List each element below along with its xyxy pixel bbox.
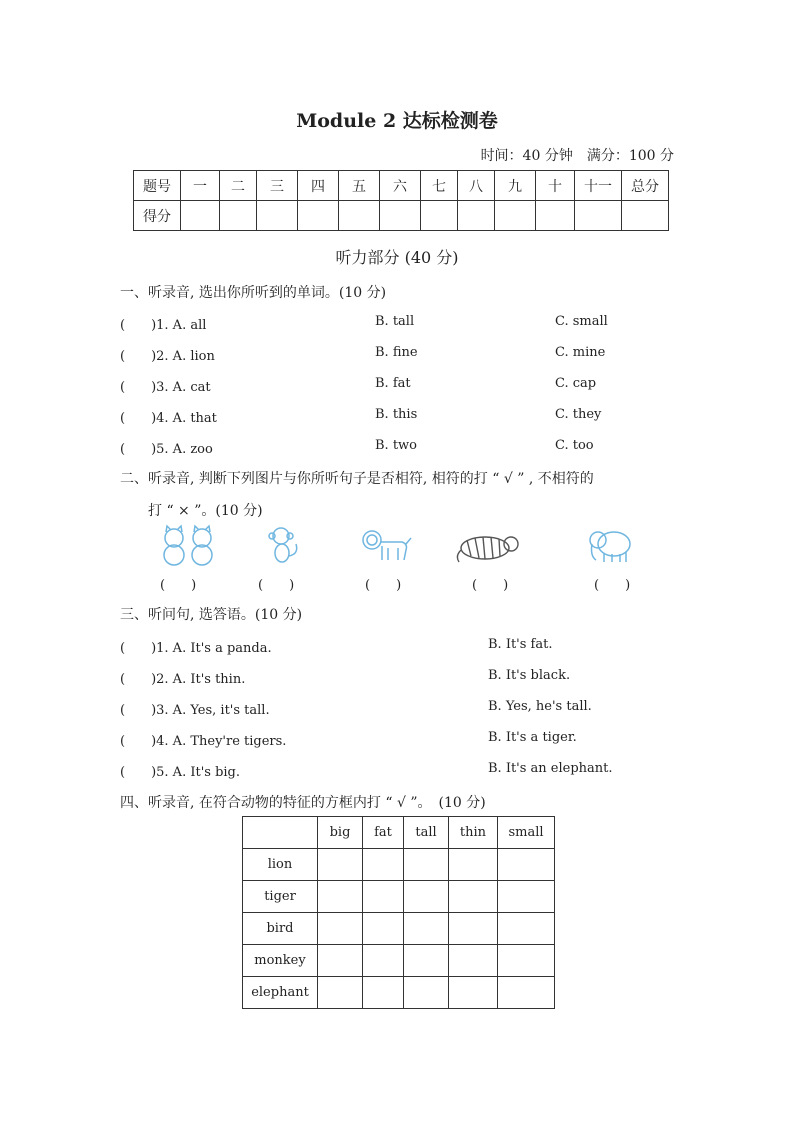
- grid-check-cell: [363, 945, 404, 977]
- grid-check-cell: [404, 977, 449, 1009]
- grid-check-cell: [318, 945, 363, 977]
- grid-column-header: small: [498, 817, 555, 849]
- cats-picture: [160, 524, 220, 566]
- grid-check-cell: [318, 849, 363, 881]
- score-row-label: 得分: [134, 201, 181, 231]
- grid-check-cell: [449, 945, 498, 977]
- grid-check-cell: [363, 849, 404, 881]
- score-header-cell: 七: [421, 171, 458, 201]
- part1-option-c: C. too: [555, 438, 594, 453]
- page-title: Module 2 达标检测卷: [296, 110, 498, 132]
- grid-check-cell: [363, 977, 404, 1009]
- lion-picture: [362, 528, 412, 564]
- score-header-cell: 十一: [575, 171, 622, 201]
- score-cell: [536, 201, 575, 231]
- score-header-cell: 题号: [134, 171, 181, 201]
- grid-check-cell: [449, 849, 498, 881]
- grid-row: [243, 977, 555, 1009]
- part1-option-a: ( )2. A. lion: [120, 349, 215, 364]
- score-header-cell: 九: [495, 171, 536, 201]
- grid-check-cell: [498, 977, 555, 1009]
- grid-row: [243, 849, 555, 881]
- time-info: 时间：40 分钟 满分：100 分: [480, 148, 674, 164]
- grid-check-cell: [449, 913, 498, 945]
- score-cell: [298, 201, 339, 231]
- tiger-picture: [455, 526, 521, 564]
- part4-title: 四、听录音, 在符合动物的特征的方框内打 “ √ ”。 (10 分): [120, 795, 486, 811]
- part1-option-b: B. two: [375, 438, 417, 453]
- grid-column-header: fat: [363, 817, 404, 849]
- part3-option-a: ( )1. A. It's a panda.: [120, 641, 272, 656]
- part1-option-c: C. they: [555, 407, 602, 422]
- score-cell: [181, 201, 220, 231]
- elephant-picture: [588, 526, 634, 564]
- part1-option-a: ( )3. A. cat: [120, 380, 211, 395]
- picture-answer-paren: ( ): [258, 578, 295, 593]
- score-header-cell: 六: [380, 171, 421, 201]
- grid-row: [243, 913, 555, 945]
- score-header-cell: 一: [181, 171, 220, 201]
- part1-option-b: B. fat: [375, 376, 411, 391]
- grid-animal-label: bird: [243, 913, 318, 945]
- part3-option-b: B. It's an elephant.: [488, 761, 613, 776]
- part1-title: 一、听录音, 选出你所听到的单词。(10 分): [120, 285, 387, 301]
- animal-feature-table: [242, 816, 555, 1009]
- score-cell: [380, 201, 421, 231]
- score-table: [133, 170, 669, 231]
- grid-check-cell: [404, 913, 449, 945]
- grid-corner-cell: [243, 817, 318, 849]
- grid-animal-label: monkey: [243, 945, 318, 977]
- grid-check-cell: [318, 881, 363, 913]
- score-header-cell: 二: [220, 171, 257, 201]
- grid-column-header: thin: [449, 817, 498, 849]
- score-header-cell: 三: [257, 171, 298, 201]
- part3-option-b: B. It's black.: [488, 668, 571, 683]
- part1-option-a: ( )5. A. zoo: [120, 442, 213, 457]
- score-cell: [458, 201, 495, 231]
- part3-title: 三、听问句, 选答语。(10 分): [120, 607, 303, 623]
- score-header-cell: 八: [458, 171, 495, 201]
- score-cell: [421, 201, 458, 231]
- grid-check-cell: [318, 977, 363, 1009]
- part3-option-a: ( )4. A. They're tigers.: [120, 734, 287, 749]
- grid-column-header: big: [318, 817, 363, 849]
- picture-answer-paren: ( ): [365, 578, 402, 593]
- picture-answer-paren: ( ): [472, 578, 509, 593]
- part1-option-c: C. mine: [555, 345, 606, 360]
- score-cell: [575, 201, 622, 231]
- score-cell: [622, 201, 669, 231]
- grid-animal-label: lion: [243, 849, 318, 881]
- part1-option-c: C. small: [555, 314, 608, 329]
- grid-row: [243, 945, 555, 977]
- listening-section-title: 听力部分 (40 分): [335, 248, 459, 267]
- part1-option-b: B. tall: [375, 314, 415, 329]
- grid-row: [243, 881, 555, 913]
- score-header-cell: 总分: [622, 171, 669, 201]
- part3-option-a: ( )2. A. It's thin.: [120, 672, 246, 687]
- score-header-cell: 十: [536, 171, 575, 201]
- grid-check-cell: [449, 881, 498, 913]
- part3-option-a: ( )5. A. It's big.: [120, 765, 241, 780]
- part1-option-a: ( )1. A. all: [120, 318, 207, 333]
- picture-answer-paren: ( ): [594, 578, 631, 593]
- part3-option-a: ( )3. A. Yes, it's tall.: [120, 703, 270, 718]
- grid-check-cell: [498, 881, 555, 913]
- grid-animal-label: elephant: [243, 977, 318, 1009]
- grid-column-header: tall: [404, 817, 449, 849]
- score-cell: [220, 201, 257, 231]
- grid-check-cell: [498, 913, 555, 945]
- part2-title-line2: 打 “ × ”。(10 分): [148, 503, 263, 519]
- part3-option-b: B. It's a tiger.: [488, 730, 577, 745]
- part2-title-line1: 二、听录音, 判断下列图片与你所听句子是否相符, 相符的打 “ √ ” , 不相符的: [120, 471, 594, 487]
- grid-check-cell: [498, 849, 555, 881]
- score-cell: [339, 201, 380, 231]
- part1-option-a: ( )4. A. that: [120, 411, 217, 426]
- score-header-cell: 四: [298, 171, 339, 201]
- part3-option-b: B. Yes, he's tall.: [488, 699, 592, 714]
- score-header-cell: 五: [339, 171, 380, 201]
- part3-option-b: B. It's fat.: [488, 637, 553, 652]
- grid-check-cell: [404, 945, 449, 977]
- part1-option-b: B. this: [375, 407, 418, 422]
- grid-check-cell: [404, 849, 449, 881]
- grid-check-cell: [404, 881, 449, 913]
- grid-animal-label: tiger: [243, 881, 318, 913]
- grid-check-cell: [363, 881, 404, 913]
- part1-option-b: B. fine: [375, 345, 418, 360]
- grid-check-cell: [498, 945, 555, 977]
- grid-check-cell: [449, 977, 498, 1009]
- picture-answer-paren: ( ): [160, 578, 197, 593]
- grid-check-cell: [363, 913, 404, 945]
- grid-check-cell: [318, 913, 363, 945]
- score-cell: [495, 201, 536, 231]
- part1-option-c: C. cap: [555, 376, 597, 391]
- score-cell: [257, 201, 298, 231]
- monkey-picture: [266, 526, 302, 566]
